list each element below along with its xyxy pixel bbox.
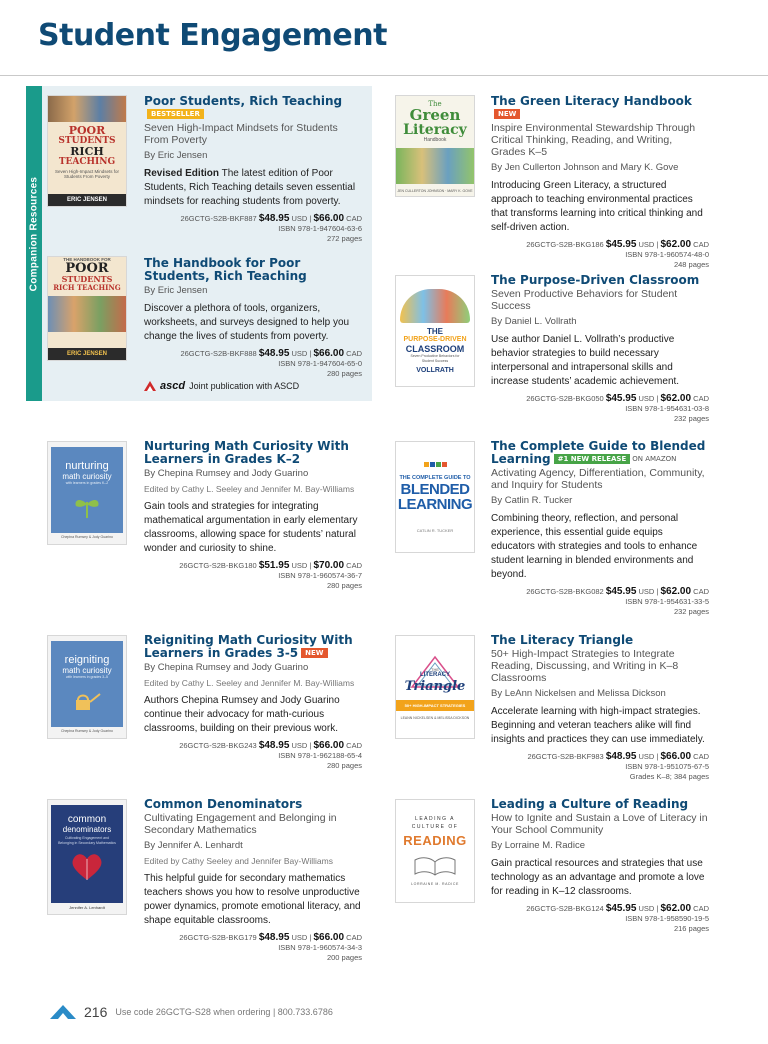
- book-subtitle: Activating Agency, Differentiation, Community, and Inquiry for Students: [491, 467, 705, 491]
- book-subtitle: Cultivating Engagement and Belonging in Secondary Mathematics: [144, 812, 337, 836]
- publisher-logo-icon: [50, 1005, 76, 1019]
- book-author: By Jen Cullerton Johnson and Mary K. Gove: [491, 162, 679, 173]
- isbn: ISBN 978-1-954631-33-5: [625, 597, 709, 606]
- book-title[interactable]: The Literacy Triangle: [491, 633, 634, 647]
- price-usd: $45.95: [605, 586, 637, 597]
- product-code: 26GCTG-S2B-BKG050: [526, 394, 604, 403]
- product-code: 26GCTG-S2B-BKG082: [526, 587, 604, 596]
- new-badge: NEW: [494, 109, 520, 119]
- book-author: By Jennifer A. Lenhardt: [144, 840, 243, 851]
- bestseller-badge: BESTSELLER: [147, 109, 204, 119]
- book-description: Introducing Green Literacy, a structured approach to teaching environmental practices that transforms learning into critical thinking and self-driven action.: [491, 180, 703, 233]
- price-usd: $48.95: [258, 213, 290, 224]
- page-count: 232 pages: [673, 607, 709, 616]
- price-cad: $66.00: [313, 740, 345, 751]
- page-count: 232 pages: [673, 414, 709, 423]
- page-title: Student Engagement: [38, 18, 387, 53]
- book-meta: 26GCTG-S2B-BKF888 $48.95 USD | $66.00 CAD ISBN 978-1-947604-65-0 280 pages: [144, 348, 362, 379]
- book-cover[interactable]: LEADING A CULTURE OF READING LORRAINE M. RADICE: [395, 799, 475, 903]
- book-title[interactable]: Reigniting Math Curiosity With Learners in Grades 3-5: [144, 633, 353, 660]
- book-meta: 26GCTG-S2B-BKG124 $45.95 USD | $62.00 CAD ISBN 978-1-958590-19-5 216 pages: [491, 903, 709, 934]
- product-code: 26GCTG-S2B-BKG124: [526, 904, 604, 913]
- product-code: 26GCTG-S2B-BKG243: [179, 741, 257, 750]
- book-subtitle: Inspire Environmental Stewardship Through Critical Thinking, Reading, and Writing, Grades K–5: [491, 122, 696, 158]
- isbn: ISBN 978-1-947604-65-0: [278, 359, 362, 368]
- book-cover[interactable]: THE PURPOSE-DRIVEN CLASSROOM Seven Productive Behaviors for Student Success VOLLRATH: [395, 275, 475, 387]
- book-title[interactable]: The Handbook for Poor Students, Rich Teaching: [144, 256, 307, 283]
- book-subtitle: 50+ High-Impact Strategies to Integrate Reading, Discussing, and Writing in K–8 Classrooms: [491, 648, 679, 684]
- price-usd: $45.95: [605, 903, 637, 914]
- page-count: Grades K–8; 384 pages: [629, 772, 709, 781]
- product-code: 26GCTG-S2B-BKF983: [527, 752, 604, 761]
- book-info: [491, 95, 709, 270]
- book-description: Discover a plethora of tools, organizers, worksheets, and surveys designed to help you change the lives of students from poverty.: [144, 303, 350, 342]
- book-subtitle: Seven High-Impact Mindsets for Students From Poverty: [144, 122, 338, 146]
- book-title[interactable]: Poor Students, Rich Teaching: [144, 94, 343, 108]
- price-usd: $48.95: [258, 932, 290, 943]
- isbn: ISBN 978-1-951075-67-5: [625, 762, 709, 771]
- book-title[interactable]: Nurturing Math Curiosity With Learners in Grades K–2: [144, 439, 349, 466]
- book-title[interactable]: Leading a Culture of Reading: [491, 797, 689, 811]
- page-count: 280 pages: [326, 761, 362, 770]
- book-info: [491, 274, 709, 424]
- watering-can-icon: [72, 686, 102, 712]
- book-author: By Chepina Rumsey and Jody Guarino: [144, 662, 309, 673]
- product-code: 26GCTG-S2B-BKG179: [179, 933, 257, 942]
- product-code: 26GCTG-S2B-BKF888: [180, 349, 257, 358]
- price-usd: $45.95: [605, 239, 637, 250]
- book-cover[interactable]: common denominators Cultivating Engagement and Belonging in Secondary Mathematics Jennifer A. Lenhardt: [47, 799, 127, 915]
- page-count: 272 pages: [326, 234, 362, 243]
- book-title[interactable]: Common Denominators: [144, 797, 303, 811]
- book-cover[interactable]: THE COMPLETE GUIDE TO BLENDED LEARNING CATLIN R. TUCKER: [395, 441, 475, 553]
- book-author: By Eric Jensen: [144, 285, 208, 296]
- book-info: [144, 257, 362, 379]
- book-cover[interactable]: THE HANDBOOK FOR POOR STUDENTS RICH TEACHING ERIC JENSEN: [47, 256, 127, 361]
- isbn: ISBN 978-1-960574-34-3: [278, 943, 362, 952]
- book-description: Gain tools and strategies for integrating mathematical argumentation in early elementary classrooms, allowing space for students’ natural wonder and curiosity to shine.: [144, 501, 358, 554]
- book-meta: 26GCTG-S2B-BKG082 $45.95 USD | $62.00 CAD ISBN 978-1-954631-33-5 232 pages: [491, 586, 709, 617]
- isbn: ISBN 978-1-954631-03-8: [625, 404, 709, 413]
- amazon-label: ON AMAZON: [632, 455, 677, 463]
- isbn: ISBN 978-1-958590-19-5: [625, 914, 709, 923]
- ascd-joint-publication: [144, 380, 299, 392]
- isbn: ISBN 978-1-947604-63-6: [278, 224, 362, 233]
- price-usd: $51.95: [258, 560, 290, 571]
- book-info: [491, 440, 709, 617]
- book-subtitle: Seven Productive Behaviors for Student Success: [491, 288, 678, 312]
- page-count: 216 pages: [673, 924, 709, 933]
- book-meta: 26GCTG-S2B-BKF887 $48.95 USD | $66.00 CAD ISBN 978-1-947604-63-6 272 pages: [144, 213, 362, 244]
- price-usd: $45.95: [605, 393, 637, 404]
- price-cad: $66.00: [313, 213, 345, 224]
- new-badge: NEW: [301, 648, 327, 658]
- companion-resources-label: Companion Resources: [28, 176, 40, 292]
- book-editor: Edited by Cathy Seeley and Jennifer Bay-Williams: [144, 856, 333, 866]
- price-cad: $66.00: [313, 348, 345, 359]
- price-cad: $70.00: [313, 560, 345, 571]
- page-count: 248 pages: [673, 260, 709, 269]
- order-info: Use code 26GCTG-S28 when ordering | 800.733.6786: [115, 1007, 333, 1017]
- book-author: By Catlin R. Tucker: [491, 495, 573, 506]
- book-author: By Eric Jensen: [144, 150, 208, 161]
- book-info: [144, 95, 362, 244]
- book-cover[interactable]: POOR STUDENTS RICH TEACHING Seven High-Impact Mindsets for Students From Poverty ERIC JENSEN: [47, 95, 127, 207]
- price-cad: $62.00: [660, 393, 692, 404]
- book-cover[interactable]: nurturing math curiosity with learners in grades K–2 Chepina Rumsey & Jody Guarino: [47, 441, 127, 545]
- price-usd: $48.95: [258, 348, 290, 359]
- page-footer: [50, 1004, 333, 1020]
- companion-resources-tab: [26, 86, 42, 401]
- book-meta: 26GCTG-S2B-BKG179 $48.95 USD | $66.00 CAD ISBN 978-1-960574-34-3 200 pages: [144, 932, 362, 963]
- product-code: 26GCTG-S2B-BKG186: [526, 240, 604, 249]
- book-subtitle: How to Ignite and Sustain a Love of Literacy in Your School Community: [491, 812, 708, 836]
- price-cad: $62.00: [660, 239, 692, 250]
- isbn: ISBN 978-1-962188-65-4: [278, 751, 362, 760]
- book-title[interactable]: The Complete Guide to Blended Learning: [491, 439, 706, 466]
- book-meta: 26GCTG-S2B-BKG050 $45.95 USD | $62.00 CAD ISBN 978-1-954631-03-8 232 pages: [491, 393, 709, 424]
- book-description: Authors Chepina Rumsey and Jody Guarino continue their advocacy for math-curious classrooms, building on their previous work.: [144, 695, 340, 734]
- book-cover[interactable]: THE LITERACY Triangle 50+ HIGH-IMPACT STRATEGIES LEANN NICKELSEN & MELISSA DICKSON: [395, 635, 475, 739]
- book-meta: 26GCTG-S2B-BKG186 $45.95 USD | $62.00 CAD ISBN 978-1-960574-48-0 248 pages: [491, 239, 709, 270]
- product-code: 26GCTG-S2B-BKF887: [180, 214, 257, 223]
- book-cover[interactable]: reigniting math curiosity with learners in grades 3–5 Chepina Rumsey & Jody Guarino: [47, 635, 127, 739]
- book-info: [144, 440, 362, 591]
- book-description: Gain practical resources and strategies that use technology as an advantage and promote a love for reading in K–12 classrooms.: [491, 858, 705, 897]
- ascd-joint-text: Joint publication with ASCD: [189, 381, 300, 391]
- book-editor: Edited by Cathy L. Seeley and Jennifer M. Bay-Williams: [144, 484, 355, 494]
- book-description: Accelerate learning with high-impact strategies. Beginning and veteran teachers alike will find insights and practices they can use immediately.: [491, 706, 705, 745]
- page-count: 280 pages: [326, 581, 362, 590]
- price-cad: $62.00: [660, 586, 692, 597]
- price-usd: $48.95: [258, 740, 290, 751]
- book-description: Revised Edition The latest edition of Poor Students, Rich Teaching details seven essential mindsets for reaching students from poverty.: [144, 168, 356, 207]
- book-description: Combining theory, reflection, and personal experience, this essential guide equips educators with strategies and tools to enhance student learning in blended environments and beyond.: [491, 513, 698, 580]
- book-meta: 26GCTG-S2B-BKG180 $51.95 USD | $70.00 CAD ISBN 978-1-960574-36-7 280 pages: [144, 560, 362, 591]
- price-cad: $66.00: [313, 932, 345, 943]
- book-author: By Lorraine M. Radice: [491, 840, 585, 851]
- ascd-logo-icon: [144, 381, 156, 391]
- heart-icon: [70, 852, 104, 882]
- book-author: By LeAnn Nickelsen and Melissa Dickson: [491, 688, 666, 699]
- book-title[interactable]: The Purpose-Driven Classroom: [491, 273, 700, 287]
- book-info: [144, 798, 362, 963]
- book-info: [491, 798, 709, 934]
- new-release-badge: #1 NEW RELEASE: [554, 454, 631, 464]
- book-meta: 26GCTG-S2B-BKF983 $48.95 USD | $66.00 CAD ISBN 978-1-951075-67-5 Grades K–8; 384 pages: [491, 751, 709, 782]
- book-info: [144, 634, 362, 771]
- book-title[interactable]: The Green Literacy Handbook: [491, 94, 692, 108]
- book-cover[interactable]: The Green Literacy Handbook JEN CULLERTON JOHNSON · MARY K. GOVE: [395, 95, 475, 197]
- price-cad: $62.00: [660, 903, 692, 914]
- product-code: 26GCTG-S2B-BKG180: [179, 561, 257, 570]
- ascd-logo-text: ascd: [160, 380, 186, 392]
- book-editor: Edited by Cathy L. Seeley and Jennifer M. Bay-Williams: [144, 678, 355, 688]
- isbn: ISBN 978-1-960574-36-7: [278, 571, 362, 580]
- page-number: 216: [84, 1004, 108, 1020]
- book-author: By Chepina Rumsey and Jody Guarino: [144, 468, 309, 479]
- book-description: Use author Daniel L. Vollrath’s productive behavior strategies to build necessary interpersonal and intrapersonal skills and increase students’ academic achievement.: [491, 334, 680, 387]
- price-cad: $66.00: [660, 751, 692, 762]
- book-meta: 26GCTG-S2B-BKG243 $48.95 USD | $66.00 CAD ISBN 978-1-962188-65-4 280 pages: [144, 740, 362, 771]
- price-usd: $48.95: [605, 751, 637, 762]
- sprout-icon: [72, 492, 102, 518]
- title-divider: [0, 75, 768, 76]
- open-book-icon: [413, 854, 457, 876]
- page-count: 280 pages: [326, 369, 362, 378]
- book-info: [491, 634, 709, 782]
- book-author: By Daniel L. Vollrath: [491, 316, 577, 327]
- page-count: 200 pages: [326, 953, 362, 962]
- book-description: This helpful guide for secondary mathematics teachers shows you how to resolve unproductive power dynamics, promote emotional literacy, and shape equitable classrooms.: [144, 873, 361, 926]
- isbn: ISBN 978-1-960574-48-0: [625, 250, 709, 259]
